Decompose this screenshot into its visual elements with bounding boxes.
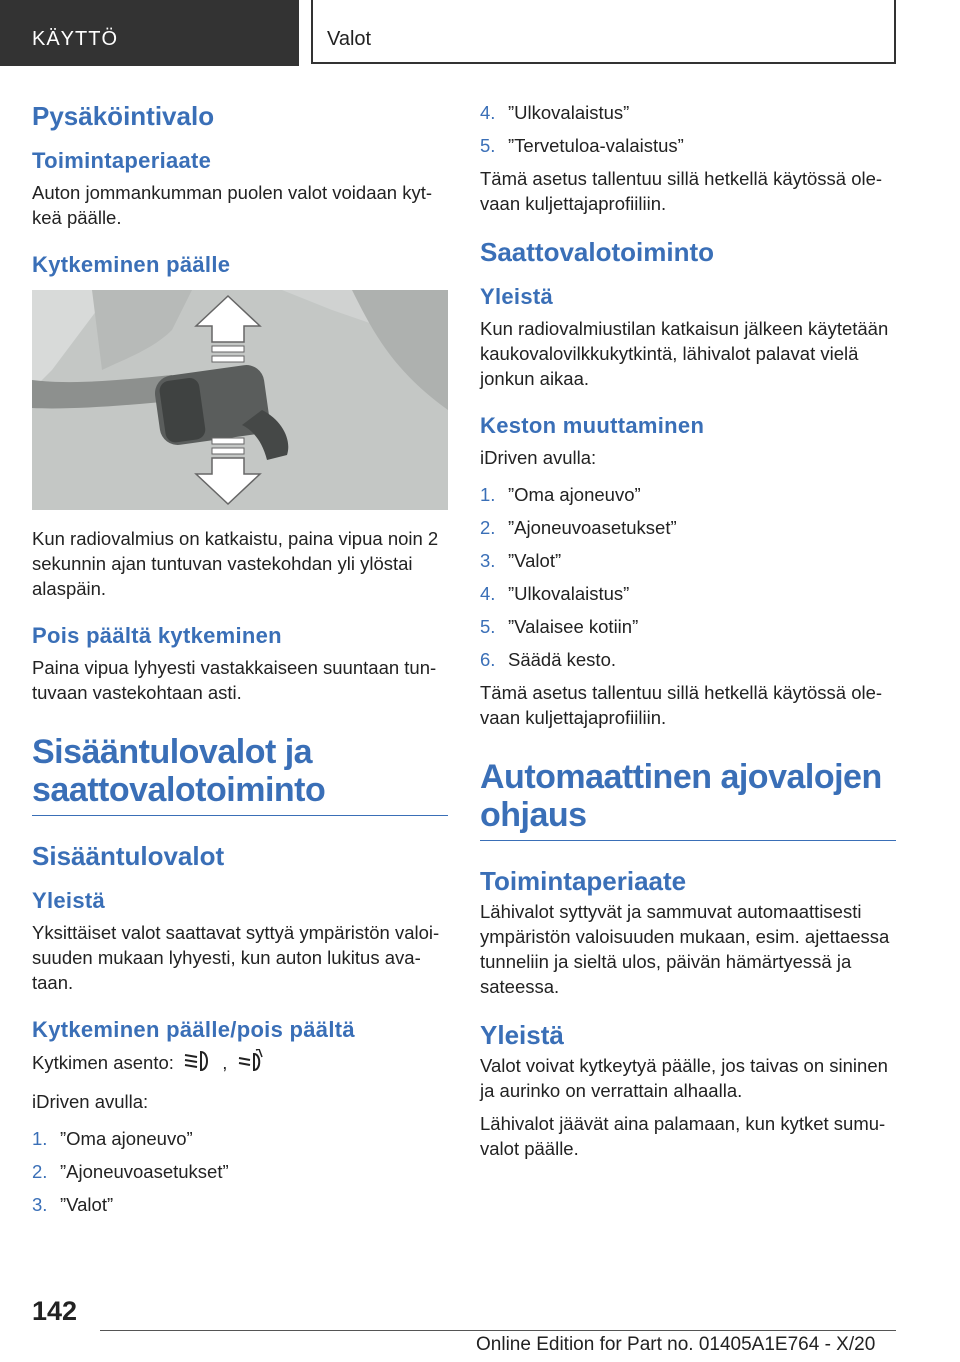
heading-welcome-lights xyxy=(32,733,448,816)
heading-switch-on: Kytkeminen päälle xyxy=(32,252,231,277)
section-tab xyxy=(0,0,299,66)
text-principle: Auton jommankumman puolen valot voidaan kytkeä päälle. xyxy=(32,182,433,228)
list-item: 1. ”Oma ajoneuvo” xyxy=(480,484,641,505)
switch-position-label: Kytkimen asento: xyxy=(32,1051,174,1073)
text-auto-general-a: Valot voivat kytkeytyä päälle, jos taivas on sininen ja aurinko on verrattain alhaalla. xyxy=(480,1055,888,1101)
list-item: 6. Säädä kesto. xyxy=(480,649,616,670)
edition-footer: Online Edition for Part no. 01405A1E764 - X/20 xyxy=(476,1334,876,1355)
text-saved-profile: Tämä asetus tallentuu sillä hetkellä käytössä olevaan kuljettajaprofiiliin. xyxy=(480,168,883,214)
text-switch-on: Kun radiovalmius on katkaistu, paina vipua noin 2 sekunnin ajan tuntuvan vastekohdan yli ylöstai alaspäin. xyxy=(32,528,439,599)
heading-follow-me-home: Saattovalotoiminto xyxy=(480,237,715,267)
heading-welcome: Sisääntulovalot xyxy=(32,841,225,871)
text-idrive: iDriven avulla: xyxy=(32,1091,149,1112)
list-item: 2. ”Ajoneuvoasetukset” xyxy=(32,1161,229,1182)
list-item: 1. ”Oma ajoneuvo” xyxy=(32,1128,193,1149)
steps-list-left xyxy=(32,1126,448,1217)
heading-general-2: Yleistä xyxy=(480,1020,564,1050)
text-saved-profile-2: Tämä asetus tallentuu sillä hetkellä käytössä olevaan kuljettajaprofiiliin. xyxy=(480,682,883,728)
text-switch-off: Paina vipua lyhyesti vastakkaiseen suuntaan tuntuvaan vastekohtaan asti. xyxy=(32,657,437,703)
lever-illustration xyxy=(32,290,448,510)
text-follow-general: Kun radiovalmiustilan katkaisun jälkeen käytetään kaukovalovilkkukytkintä, lähivalot palavat vielä jonkun aikaa. xyxy=(480,318,889,389)
heading-welcome-line2: saattovalotoiminto xyxy=(32,771,326,809)
switch-separator: , xyxy=(222,1051,228,1073)
steps-list-continued xyxy=(480,100,896,158)
text-auto-general-b: Lähivalot jäävät aina palamaan, kun kytket sumuvalot päälle. xyxy=(480,1113,886,1159)
right-column xyxy=(480,100,896,1181)
heading-switch-off: Pois päältä kytkeminen xyxy=(32,623,282,648)
list-item: 3. ”Valot” xyxy=(480,550,562,571)
heading-on-off: Kytkeminen päälle/pois päältä xyxy=(32,1017,355,1042)
text-idrive: iDriven avulla: xyxy=(480,447,597,468)
heading-general: Yleistä xyxy=(32,888,106,913)
auto-headlight-icon xyxy=(236,1049,266,1079)
heading-welcome-line1: Sisääntulovalot ja xyxy=(32,733,313,771)
steps-list-right xyxy=(480,482,896,672)
list-item: 4. ”Ulkovalaistus” xyxy=(480,102,630,123)
heading-parking-light: Pysäköintivalo xyxy=(32,101,215,131)
list-item: 4. ”Ulkovalaistus” xyxy=(480,583,630,604)
text-auto-principle: Lähivalot syttyvät ja sammuvat automaattisesti ympäristön valoisuuden mukaan, esim. ajettaessa tunneliin ja sieltä ulos, päivän hämärtyessä ja sateessa. xyxy=(480,901,890,997)
heading-change-duration: Keston muuttaminen xyxy=(480,413,705,438)
chapter-tab xyxy=(311,0,896,64)
list-item: 3. ”Valot” xyxy=(32,1194,114,1215)
text-switch-position xyxy=(32,1049,448,1079)
heading-general: Yleistä xyxy=(480,284,554,309)
page-number: 142 xyxy=(32,1296,78,1326)
lever-arrows-image xyxy=(32,290,448,510)
heading-auto-headlights xyxy=(480,758,896,841)
list-item: 5. ”Valaisee kotiin” xyxy=(480,616,639,637)
list-item: 5. ”Tervetuloa-valaistus” xyxy=(480,135,684,156)
heading-principle: Toimintaperiaate xyxy=(480,866,687,896)
heading-auto-line2: ohjaus xyxy=(480,796,587,834)
heading-auto-line1: Automaattinen ajovalojen xyxy=(480,758,882,796)
text-general: Yksittäiset valot saattavat syttyä ympäristön valoisuuden mukaan lyhyesti, kun auton lukitus avataan. xyxy=(32,922,440,993)
footer-rule xyxy=(100,1330,896,1331)
section-label: KÄYTTÖ xyxy=(32,28,119,50)
left-column xyxy=(32,100,448,1225)
chapter-label: Valot xyxy=(327,28,372,50)
low-beam-icon xyxy=(183,1049,213,1079)
list-item: 2. ”Ajoneuvoasetukset” xyxy=(480,517,677,538)
heading-principle: Toimintaperiaate xyxy=(32,148,212,173)
